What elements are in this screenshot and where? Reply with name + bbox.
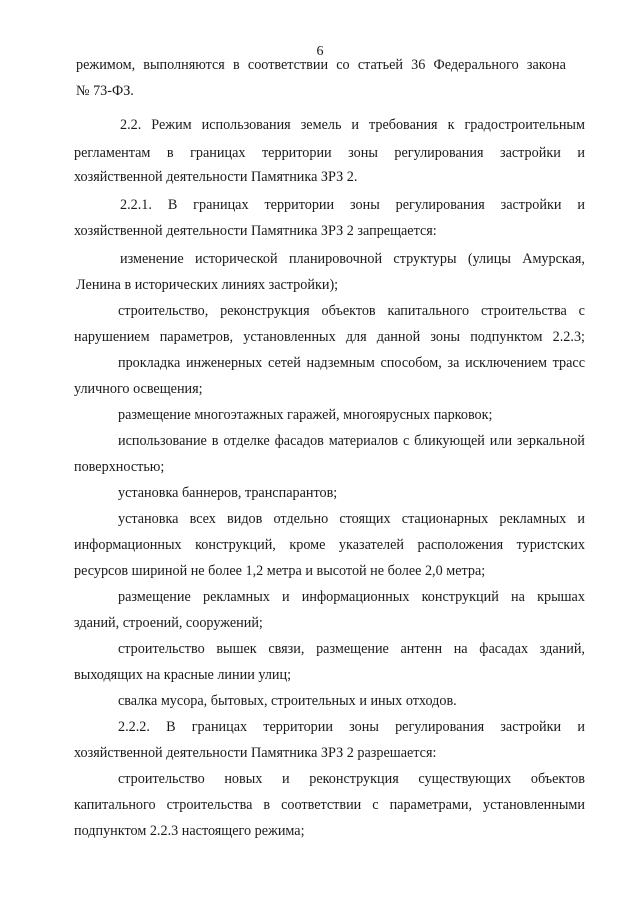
text-line: установка баннеров, транспарантов;: [118, 485, 338, 501]
text-line: прокладка инженерных сетей надземным способом, за исключением трасс: [118, 355, 585, 371]
text-line: хозяйственной деятельности Памятника ЗРЗ 2 запрещается:: [74, 223, 437, 239]
text-line: 2.2.1. В границах территории зоны регулирования застройки и: [120, 197, 585, 213]
text-line: 2.2. Режим использования земель и требования к градостроительным: [120, 117, 585, 133]
text-line: 2.2.2. В границах территории зоны регулирования застройки и: [118, 719, 585, 735]
text-line: строительство вышек связи, размещение антенн на фасадах зданий,: [118, 641, 585, 657]
text-line: нарушением параметров, установленных для данной зоны подпунктом 2.2.3;: [74, 329, 585, 345]
text-line: уличного освещения;: [74, 381, 203, 397]
text-line: хозяйственной деятельности Памятника ЗРЗ 2.: [74, 169, 358, 185]
text-line: размещение рекламных и информационных конструкций на крышах: [118, 589, 585, 605]
text-line: регламентам в границах территории зоны регулирования застройки и: [74, 145, 585, 161]
text-line: подпунктом 2.2.3 настоящего режима;: [74, 823, 305, 839]
text-line: хозяйственной деятельности Памятника ЗРЗ 2 разрешается:: [74, 745, 437, 761]
text-line: зданий, строений, сооружений;: [74, 615, 263, 631]
text-line: размещение многоэтажных гаражей, многоярусных парковок;: [118, 407, 493, 423]
text-line: строительство, реконструкция объектов капитального строительства с: [118, 303, 585, 319]
text-line: режимом, выполняются в соответствии со статьей 36 Федерального закона: [76, 57, 566, 73]
text-line: капитального строительства в соответствии с параметрами, установленными: [74, 797, 585, 813]
text-line: установка всех видов отдельно стоящих стационарных рекламных и: [118, 511, 585, 527]
text-line: изменение исторической планировочной структуры (улицы Амурская,: [120, 251, 585, 267]
text-line: использование в отделке фасадов материалов с бликующей или зеркальной: [118, 433, 585, 449]
text-line: Ленина в исторических линиях застройки);: [76, 277, 339, 293]
page-number: 6: [316, 44, 324, 59]
text-line: ресурсов шириной не более 1,2 метра и высотой не более 2,0 метра;: [74, 563, 486, 579]
text-line: выходящих на красные линии улиц;: [74, 667, 292, 683]
text-line: информационных конструкций, кроме указателей расположения туристских: [74, 537, 585, 553]
text-line: поверхностью;: [74, 459, 165, 475]
text-line: свалка мусора, бытовых, строительных и иных отходов.: [118, 693, 457, 709]
text-line: строительство новых и реконструкция существующих объектов: [118, 771, 585, 787]
text-line: № 73-ФЗ.: [76, 83, 134, 99]
